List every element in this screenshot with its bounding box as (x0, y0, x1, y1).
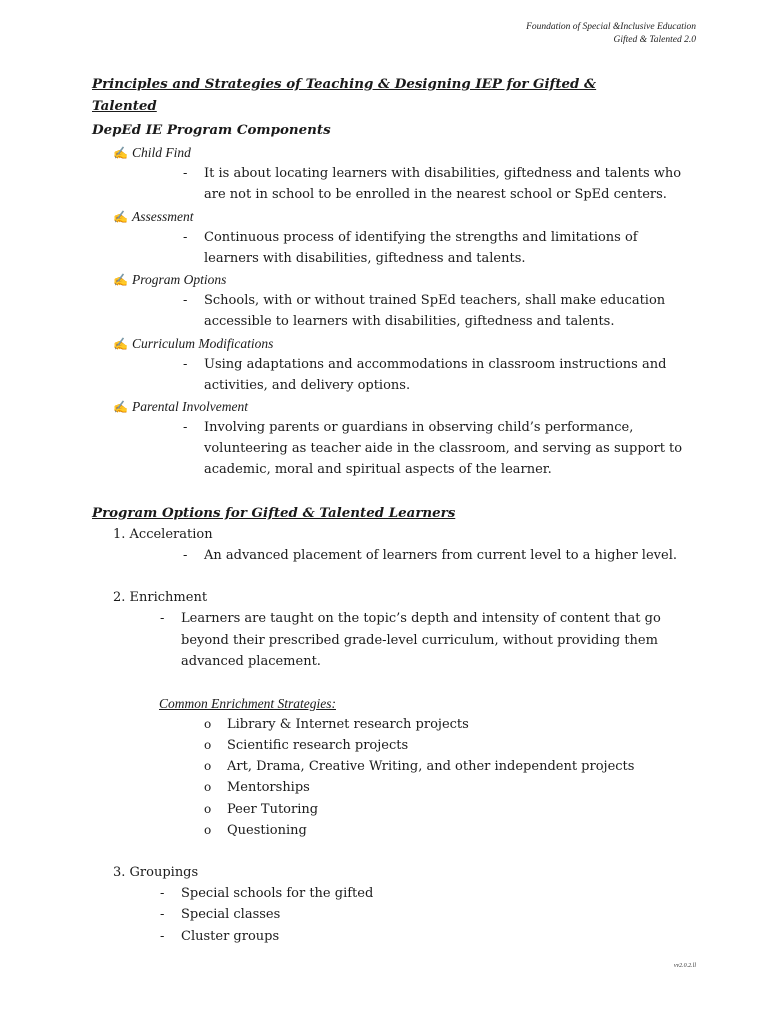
strategy-item: Peer Tutoring (227, 802, 319, 817)
bullet-circle: o (204, 823, 212, 837)
component-desc: Schools, with or without trained SpEd teachers, shall make education (204, 293, 666, 308)
grouping-item: Special classes (181, 907, 281, 922)
strategy-item: Library & Internet research projects (227, 717, 469, 732)
component-curriculum-modifications (113, 333, 273, 355)
component-desc: learners with disabilities, giftedness and talents. (204, 251, 526, 266)
component-assessment (113, 206, 193, 228)
component-desc: are not in school to be enrolled in the nearest school or SpEd centers. (204, 187, 667, 202)
acceleration-label: 1. Acceleration (113, 527, 213, 542)
enrichment-desc: advanced placement. (181, 654, 321, 669)
bullet-circle: o (204, 759, 212, 773)
groupings-label: 3. Groupings (113, 865, 199, 880)
bullet-circle: o (204, 717, 212, 731)
acceleration-desc: An advanced placement of learners from current level to a higher level. (204, 548, 677, 563)
enrichment-desc: Learners are taught on the topic’s depth and intensity of content that go (181, 611, 661, 626)
dash: - (183, 293, 188, 308)
bullet-circle: o (204, 738, 212, 752)
component-parental-involvement (113, 396, 248, 418)
header-line-2: Gifted & Talented 2.0 (613, 35, 696, 45)
component-name: Parental Involvement (131, 399, 249, 414)
enrichment-label: 2. Enrichment (113, 590, 208, 605)
component-desc: Using adaptations and accommodations in classroom instructions and (204, 357, 667, 372)
running-header (526, 21, 696, 47)
enrichment-strategies-heading: Common Enrichment Strategies: (159, 696, 336, 711)
bullet-circle: o (204, 802, 212, 816)
program-options-heading: Program Options for Gifted & Talented Learners (92, 505, 456, 521)
component-name: Child Find (131, 145, 191, 160)
component-desc: Continuous process of identifying the strengths and limitations of (204, 230, 638, 245)
strategy-item: Scientific research projects (227, 738, 409, 753)
header-line-1: Foundation of Special &Inclusive Education (526, 22, 696, 32)
component-child-find (113, 142, 191, 164)
component-desc: volunteering as teacher aide in the classroom, and serving as support to (204, 441, 683, 456)
component-desc: accessible to learners with disabilities, giftedness and talents. (204, 314, 615, 329)
writing-hand-icon: ✍ (113, 210, 128, 224)
document-title-line-2: Talented (92, 98, 157, 114)
writing-hand-icon: ✍ (113, 337, 128, 351)
deped-heading: DepEd IE Program Components (92, 122, 331, 138)
component-name: Curriculum Modifications (131, 336, 274, 351)
dash: - (183, 548, 188, 563)
component-desc: activities, and delivery options. (204, 378, 411, 393)
component-name: Assessment (131, 209, 194, 224)
writing-hand-icon: ✍ (113, 400, 128, 414)
grouping-item: Special schools for the gifted (181, 886, 374, 901)
grouping-item: Cluster groups (181, 929, 280, 944)
strategy-item: Questioning (227, 823, 307, 838)
bullet-circle: o (204, 780, 212, 794)
component-desc: Involving parents or guardians in observing child’s performance, (204, 420, 634, 435)
dash: - (183, 420, 188, 435)
page-footer-mark: vv2.0.2.ll (673, 963, 696, 969)
component-desc: academic, moral and spiritual aspects of the learner. (204, 462, 552, 477)
component-desc: It is about locating learners with disabilities, giftedness and talents who (204, 166, 682, 181)
dash: - (183, 166, 188, 181)
strategy-item: Mentorships (227, 780, 310, 795)
strategy-item: Art, Drama, Creative Writing, and other independent projects (227, 759, 635, 774)
dash: - (160, 886, 165, 901)
dash: - (160, 611, 165, 626)
document-title-line-1: Principles and Strategies of Teaching & Designing IEP for Gifted & (92, 76, 597, 92)
enrichment-desc: beyond their prescribed grade-level curriculum, without providing them (181, 633, 658, 648)
component-name: Program Options (131, 272, 227, 287)
writing-hand-icon: ✍ (113, 146, 128, 160)
dash: - (183, 230, 188, 245)
dash: - (160, 907, 165, 922)
component-program-options (113, 269, 226, 291)
dash: - (160, 929, 165, 944)
dash: - (183, 357, 188, 372)
writing-hand-icon: ✍ (113, 273, 128, 287)
